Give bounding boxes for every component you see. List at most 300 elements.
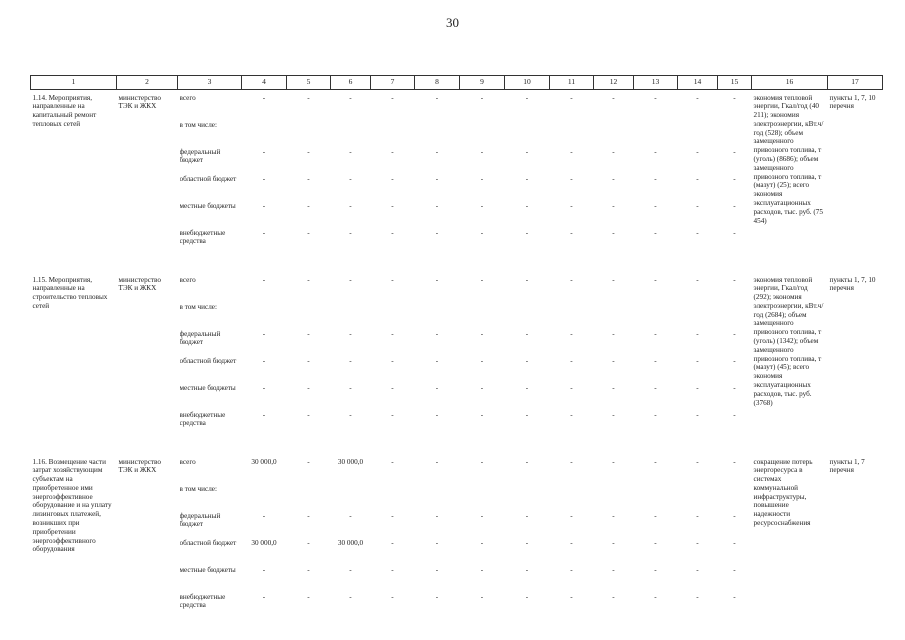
- table-body: [31, 90, 883, 620]
- cell-value: -: [525, 329, 529, 338]
- column-header: 4: [242, 76, 287, 90]
- funding-source: федеральный бюджет: [179, 329, 221, 347]
- value-column: [678, 94, 718, 256]
- cell-value: [507, 485, 548, 512]
- cell-value: -: [570, 147, 573, 156]
- cell-value: -: [349, 356, 352, 365]
- cell-value: [373, 121, 413, 148]
- value-column: [550, 458, 594, 620]
- funding-sources: [178, 458, 242, 620]
- cell-value: -: [525, 275, 529, 284]
- cell-value: -: [612, 538, 615, 547]
- cell-value: -: [696, 147, 699, 156]
- cell-value: -: [654, 457, 657, 466]
- cell-value: [417, 303, 458, 330]
- cell-value: -: [435, 538, 439, 547]
- cell-value: -: [570, 457, 573, 466]
- value-column: [331, 94, 371, 256]
- cell-value: [636, 303, 676, 330]
- cell-value: -: [480, 592, 484, 601]
- cell-value: -: [696, 511, 699, 520]
- value-column: [242, 458, 287, 620]
- value-column: [287, 276, 331, 438]
- funding-source: внебюджетные средства: [179, 228, 226, 246]
- value-column: [594, 276, 634, 438]
- value-column: [718, 94, 752, 256]
- cell-value: [244, 121, 285, 148]
- cell-value: [289, 303, 329, 330]
- cell-value: -: [349, 329, 352, 338]
- cell-value: -: [480, 174, 484, 183]
- cell-value: -: [733, 457, 736, 466]
- executor: министерство ТЭК и ЖКХ: [118, 457, 161, 475]
- cell-value: -: [435, 511, 439, 520]
- cell-value: -: [654, 201, 657, 210]
- cell-value: -: [733, 329, 736, 338]
- cell-value: -: [391, 201, 394, 210]
- cell-value: -: [307, 538, 310, 547]
- value-column: [287, 458, 331, 620]
- cell-value: -: [262, 565, 266, 574]
- cell-value: -: [612, 275, 615, 284]
- value-column: [415, 94, 460, 256]
- cell-value: -: [570, 93, 573, 102]
- cell-value: -: [654, 356, 657, 365]
- cell-value: [680, 303, 716, 330]
- cell-value: -: [480, 201, 484, 210]
- cell-value: -: [654, 228, 657, 237]
- cell-value: -: [612, 565, 615, 574]
- table-row: [31, 276, 883, 438]
- cell-value: -: [480, 329, 484, 338]
- cell-value: -: [480, 410, 484, 419]
- cell-value: [596, 121, 632, 148]
- cell-value: -: [696, 538, 699, 547]
- cell-value: [552, 303, 592, 330]
- value-column: [634, 458, 678, 620]
- cell-value: -: [696, 383, 699, 392]
- page-number: 30: [446, 15, 459, 30]
- value-column: [550, 276, 594, 438]
- cell-value: -: [480, 538, 484, 547]
- cell-value: -: [480, 228, 484, 237]
- cell-value: -: [733, 356, 736, 365]
- executor: министерство ТЭК и ЖКХ: [118, 275, 161, 293]
- cell-value: -: [349, 410, 352, 419]
- value-column: [287, 94, 331, 256]
- cell-value: -: [435, 565, 439, 574]
- cell-value: -: [612, 383, 615, 392]
- cell-value: -: [349, 565, 352, 574]
- cell-value: -: [435, 356, 439, 365]
- column-header: 8: [415, 76, 460, 90]
- funding-source: местные бюджеты: [179, 383, 236, 392]
- value-column: [371, 94, 415, 256]
- cell-value: -: [654, 275, 657, 284]
- cell-value: -: [307, 356, 310, 365]
- column-header: 5: [287, 76, 331, 90]
- cell-value: -: [391, 511, 394, 520]
- cell-value: -: [654, 383, 657, 392]
- value-column: [415, 276, 460, 438]
- cell-value: -: [307, 147, 310, 156]
- cell-value: -: [733, 538, 736, 547]
- funding-source: областной бюджет: [179, 538, 237, 547]
- funding-source: внебюджетные средства: [179, 592, 226, 610]
- cell-value: [333, 303, 369, 330]
- value-column: [371, 458, 415, 620]
- value-column: [594, 458, 634, 620]
- cell-value: -: [733, 275, 736, 284]
- column-header: 9: [460, 76, 505, 90]
- cell-value: -: [612, 147, 615, 156]
- cell-value: [720, 485, 750, 512]
- cell-value: -: [525, 174, 529, 183]
- value-column: [242, 94, 287, 256]
- cell-value: -: [733, 592, 736, 601]
- funding-source: местные бюджеты: [179, 201, 236, 210]
- expected-result: экономия тепловой энергии, Гкал/год (40 211); экономия электроэнергии, кВт.ч/год (528); объем замещенного привозного топлива, т (уголь) (8686); объем замещенного привозного топлива, т (мазут) (25); всего экономия эксплуатационных расходов, тыс. руб. (75 454): [753, 93, 824, 225]
- cell-value: -: [262, 511, 266, 520]
- cell-value: [552, 121, 592, 148]
- cell-value: -: [307, 201, 310, 210]
- cell-value: [596, 303, 632, 330]
- cell-value: -: [435, 275, 439, 284]
- cell-value: -: [307, 592, 310, 601]
- column-header: 10: [505, 76, 550, 90]
- cell-value: -: [391, 356, 394, 365]
- cell-value: [636, 485, 676, 512]
- cell-value: -: [570, 410, 573, 419]
- cell-value: -: [570, 592, 573, 601]
- cell-value: -: [570, 538, 573, 547]
- cell-value: -: [612, 228, 615, 237]
- cell-value: -: [525, 201, 529, 210]
- column-header: 2: [117, 76, 178, 90]
- value-column: [550, 94, 594, 256]
- cell-value: -: [435, 329, 439, 338]
- value-column: [505, 276, 550, 438]
- cell-value: -: [435, 592, 439, 601]
- cell-value: [507, 121, 548, 148]
- cell-value: -: [654, 147, 657, 156]
- cell-value: -: [480, 511, 484, 520]
- cell-value: -: [307, 329, 310, 338]
- column-header: 6: [331, 76, 371, 90]
- program-table: [30, 75, 883, 620]
- cell-value: -: [733, 383, 736, 392]
- cell-value: -: [307, 511, 310, 520]
- funding-source: местные бюджеты: [179, 565, 236, 574]
- cell-value: -: [262, 174, 266, 183]
- cell-value: [462, 303, 503, 330]
- funding-sources: [178, 276, 242, 438]
- cell-value: -: [525, 93, 529, 102]
- cell-value: -: [391, 383, 394, 392]
- cell-value: [636, 121, 676, 148]
- value-column: [371, 276, 415, 438]
- cell-value: -: [349, 275, 352, 284]
- cell-value: [680, 121, 716, 148]
- value-column: [460, 458, 505, 620]
- funding-source: всего: [179, 93, 196, 102]
- cell-value: -: [525, 147, 529, 156]
- cell-value: -: [307, 174, 310, 183]
- cell-value: -: [733, 410, 736, 419]
- cell-value: [720, 121, 750, 148]
- column-header: 7: [371, 76, 415, 90]
- cell-value: -: [612, 511, 615, 520]
- cell-value: -: [525, 410, 529, 419]
- funding-sources: [178, 94, 242, 256]
- cell-value: -: [525, 511, 529, 520]
- cell-value: [289, 121, 329, 148]
- reference: пункты 1, 7 перечня: [829, 457, 865, 475]
- cell-value: -: [733, 511, 736, 520]
- cell-value: -: [262, 93, 266, 102]
- cell-value: -: [262, 356, 266, 365]
- cell-value: -: [435, 174, 439, 183]
- cell-value: -: [262, 147, 266, 156]
- value-column: [331, 276, 371, 438]
- reference: пункты 1, 7, 10 перечня: [829, 275, 876, 293]
- cell-value: 30 000,0: [251, 538, 277, 547]
- cell-value: -: [654, 174, 657, 183]
- cell-value: -: [696, 410, 699, 419]
- cell-value: -: [391, 329, 394, 338]
- cell-value: -: [391, 93, 394, 102]
- cell-value: -: [435, 383, 439, 392]
- cell-value: [552, 485, 592, 512]
- cell-value: -: [262, 228, 266, 237]
- cell-value: [417, 121, 458, 148]
- cell-value: -: [435, 93, 439, 102]
- cell-value: -: [570, 511, 573, 520]
- funding-source: внебюджетные средства: [179, 410, 226, 428]
- measure-name: 1.16. Возмещение части затрат хозяйствующим субъектам на приобретенное ими энергоэффективное оборудование и на уплату лизинговых платежей, возникших при приобретении энергоэффективного оборудования: [32, 457, 112, 554]
- measure-name: 1.14. Мероприятия, направленные на капитальный ремонт тепловых сетей: [32, 93, 97, 128]
- cell-value: -: [262, 592, 266, 601]
- column-header: 15: [718, 76, 752, 90]
- cell-value: -: [654, 93, 657, 102]
- cell-value: -: [391, 174, 394, 183]
- cell-value: -: [696, 174, 699, 183]
- cell-value: -: [733, 228, 736, 237]
- cell-value: -: [480, 457, 484, 466]
- funding-source: всего: [179, 275, 196, 284]
- cell-value: -: [480, 565, 484, 574]
- cell-value: -: [654, 511, 657, 520]
- cell-value: -: [349, 228, 352, 237]
- cell-value: -: [391, 410, 394, 419]
- cell-value: [720, 303, 750, 330]
- cell-value: -: [525, 228, 529, 237]
- cell-value: [373, 485, 413, 512]
- column-header: 13: [634, 76, 678, 90]
- cell-value: -: [307, 228, 310, 237]
- cell-value: -: [391, 565, 394, 574]
- column-header: 3: [178, 76, 242, 90]
- funding-source: всего: [179, 457, 196, 466]
- cell-value: -: [525, 565, 529, 574]
- cell-value: -: [733, 93, 736, 102]
- cell-value: -: [349, 201, 352, 210]
- cell-value: -: [696, 228, 699, 237]
- cell-value: -: [570, 174, 573, 183]
- cell-value: -: [480, 93, 484, 102]
- value-column: [331, 458, 371, 620]
- cell-value: -: [391, 538, 394, 547]
- cell-value: -: [612, 410, 615, 419]
- cell-value: -: [654, 329, 657, 338]
- value-column: [505, 94, 550, 256]
- cell-value: -: [612, 356, 615, 365]
- cell-value: -: [307, 457, 310, 466]
- cell-value: -: [612, 174, 615, 183]
- column-header: 16: [752, 76, 828, 90]
- funding-source: областной бюджет: [179, 356, 237, 365]
- column-header: 14: [678, 76, 718, 90]
- cell-value: -: [435, 147, 439, 156]
- cell-value: -: [307, 275, 310, 284]
- reference: пункты 1, 7, 10 перечня: [829, 93, 876, 111]
- cell-value: [680, 485, 716, 512]
- cell-value: -: [349, 383, 352, 392]
- executor: министерство ТЭК и ЖКХ: [118, 93, 161, 111]
- cell-value: -: [262, 329, 266, 338]
- cell-value: -: [435, 228, 439, 237]
- value-column: [242, 276, 287, 438]
- value-column: [460, 94, 505, 256]
- cell-value: -: [733, 201, 736, 210]
- cell-value: -: [349, 174, 352, 183]
- column-number-row: [31, 76, 883, 90]
- expected-result: экономия тепловой энергии, Гкал/год (292); экономия электроэнергии, кВт.ч/год (2684); объем замещенного привозного топлива, т (уголь) (1342); объем замещенного привозного топлива, т (мазут) (45); всего экономия эксплуатационных расходов, тыс. руб. (3768): [753, 275, 824, 407]
- cell-value: [596, 485, 632, 512]
- column-header: 1: [31, 76, 117, 90]
- value-column: [634, 276, 678, 438]
- value-column: [634, 94, 678, 256]
- cell-value: -: [391, 457, 394, 466]
- cell-value: -: [480, 275, 484, 284]
- cell-value: -: [349, 511, 352, 520]
- cell-value: -: [307, 93, 310, 102]
- cell-value: -: [525, 356, 529, 365]
- cell-value: -: [696, 201, 699, 210]
- cell-value: -: [262, 201, 266, 210]
- cell-value: -: [696, 592, 699, 601]
- cell-value: [244, 485, 285, 512]
- cell-value: -: [391, 147, 394, 156]
- funding-source: областной бюджет: [179, 174, 237, 183]
- measure-name: 1.15. Мероприятия, направленные на строительство тепловых сетей: [32, 275, 108, 310]
- cell-value: -: [612, 201, 615, 210]
- cell-value: -: [480, 356, 484, 365]
- funding-source: в том числе:: [179, 120, 217, 129]
- funding-source: в том числе:: [179, 302, 217, 311]
- cell-value: 30 000,0: [251, 457, 277, 466]
- table-row: [31, 458, 883, 620]
- cell-value: -: [307, 410, 310, 419]
- cell-value: -: [654, 538, 657, 547]
- cell-value: -: [570, 383, 573, 392]
- cell-value: -: [733, 174, 736, 183]
- cell-value: -: [570, 565, 573, 574]
- column-header: 17: [828, 76, 883, 90]
- cell-value: -: [696, 329, 699, 338]
- cell-value: [333, 121, 369, 148]
- cell-value: -: [696, 93, 699, 102]
- cell-value: -: [525, 538, 529, 547]
- value-column: [718, 458, 752, 620]
- value-column: [415, 458, 460, 620]
- cell-value: -: [391, 275, 394, 284]
- cell-value: [373, 303, 413, 330]
- cell-value: -: [696, 356, 699, 365]
- value-column: [460, 276, 505, 438]
- cell-value: -: [262, 275, 266, 284]
- cell-value: [507, 303, 548, 330]
- cell-value: -: [262, 410, 266, 419]
- cell-value: [244, 303, 285, 330]
- cell-value: [289, 485, 329, 512]
- cell-value: -: [525, 383, 529, 392]
- cell-value: -: [480, 147, 484, 156]
- cell-value: -: [525, 457, 529, 466]
- cell-value: -: [612, 592, 615, 601]
- funding-source: федеральный бюджет: [179, 511, 221, 529]
- cell-value: [333, 485, 369, 512]
- cell-value: -: [654, 565, 657, 574]
- funding-source: в том числе:: [179, 484, 217, 493]
- cell-value: 30 000,0: [337, 457, 364, 466]
- cell-value: [462, 485, 503, 512]
- cell-value: -: [654, 410, 657, 419]
- cell-value: -: [612, 329, 615, 338]
- cell-value: -: [696, 275, 699, 284]
- cell-value: -: [570, 228, 573, 237]
- value-column: [678, 276, 718, 438]
- cell-value: -: [262, 383, 266, 392]
- column-header: 12: [594, 76, 634, 90]
- cell-value: -: [654, 592, 657, 601]
- cell-value: -: [307, 565, 310, 574]
- column-header: 11: [550, 76, 594, 90]
- cell-value: -: [696, 457, 699, 466]
- cell-value: -: [391, 228, 394, 237]
- cell-value: -: [612, 93, 615, 102]
- value-column: [505, 458, 550, 620]
- cell-value: -: [349, 147, 352, 156]
- table-row: [31, 94, 883, 256]
- cell-value: -: [307, 383, 310, 392]
- cell-value: -: [435, 410, 439, 419]
- expected-result: сокращение потерь энергоресурса в системах коммунальной инфраструктуры, повышение надежности ресурсоснабжения: [753, 457, 813, 528]
- value-column: [718, 276, 752, 438]
- cell-value: -: [570, 275, 573, 284]
- cell-value: -: [435, 201, 439, 210]
- value-column: [594, 94, 634, 256]
- cell-value: -: [349, 93, 352, 102]
- cell-value: -: [696, 565, 699, 574]
- cell-value: [417, 485, 458, 512]
- cell-value: -: [570, 329, 573, 338]
- cell-value: [462, 121, 503, 148]
- cell-value: -: [349, 592, 352, 601]
- funding-source: федеральный бюджет: [179, 147, 221, 165]
- cell-value: -: [435, 457, 439, 466]
- cell-value: -: [612, 457, 615, 466]
